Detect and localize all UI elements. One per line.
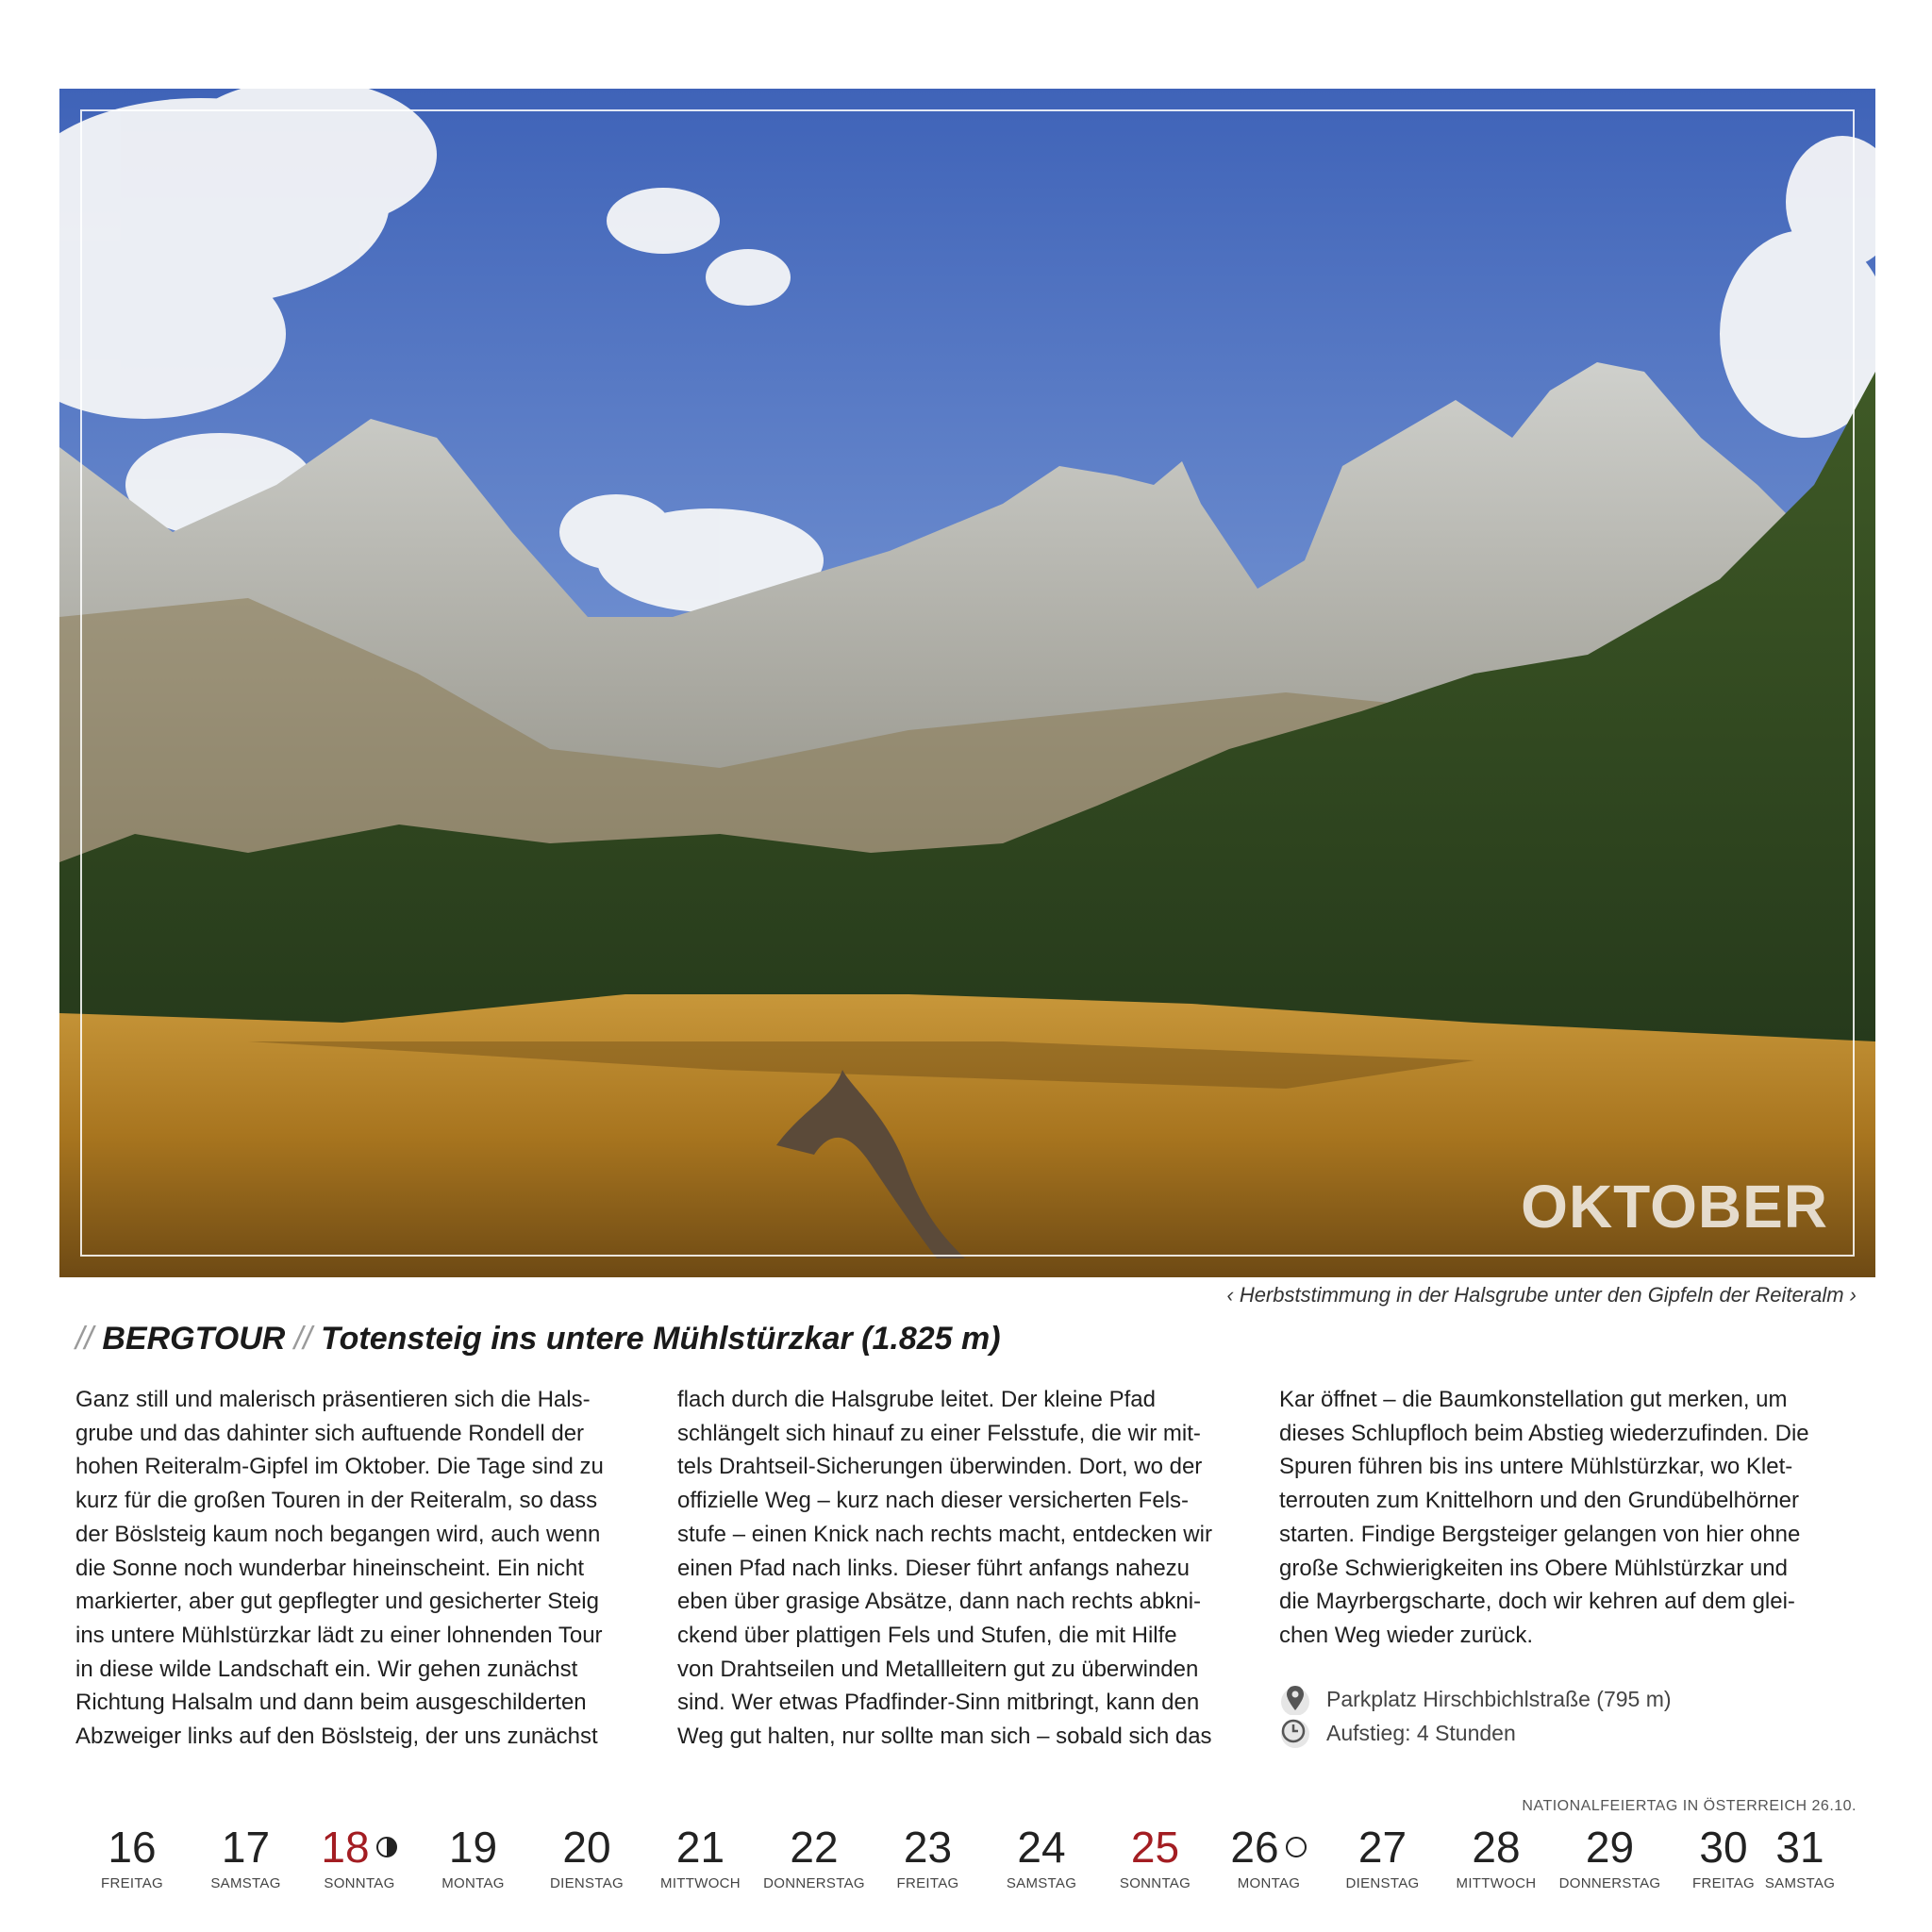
- heading-title: Totensteig ins untere Mühlstürzkar (1.825 m): [321, 1321, 1001, 1357]
- day-number: 30: [1699, 1823, 1748, 1872]
- day-number: 18: [321, 1823, 370, 1872]
- text-line: große Schwierigkeiten ins Obere Mühlstürzkar und: [1279, 1555, 1788, 1581]
- text-line: der Böslsteig kaum noch begangen wird, auch wenn: [75, 1521, 601, 1547]
- text-line: flach durch die Halsgrube leitet. Der kleine Pfad: [677, 1387, 1156, 1412]
- calendar-day: [530, 1821, 643, 1891]
- day-number: 27: [1357, 1823, 1407, 1872]
- photo-caption: ‹ Herbststimmung in der Halsgrube unter den Gipfeln der Reiteralm ›: [1226, 1283, 1857, 1307]
- day-weekday: MONTAG: [1237, 1875, 1301, 1891]
- calendar-day: [644, 1821, 758, 1891]
- calendar-day: [1554, 1821, 1667, 1891]
- text-line: Richtung Halsalm und dann beim ausgeschilderten: [75, 1690, 587, 1716]
- text-line: tels Drahtseil-Sicherungen überwinden. Dort, wo der: [677, 1454, 1203, 1480]
- day-number: 23: [903, 1823, 953, 1872]
- location-pin-icon: [1279, 1683, 1311, 1715]
- text-line: von Drahtseilen und Metallleitern gut zu überwinden: [677, 1656, 1199, 1682]
- heading-category: BERGTOUR: [102, 1321, 286, 1357]
- day-number: 24: [1017, 1823, 1066, 1872]
- text-line: kurz für die großen Touren in der Reiteralm, so dass: [75, 1488, 598, 1514]
- calendar-day: [1743, 1821, 1857, 1891]
- text-line: die Mayrbergscharte, doch wir kehren auf dem glei-: [1279, 1589, 1795, 1615]
- text-line: in diese wilde Landschaft ein. Wir gehen zunächst: [75, 1656, 578, 1682]
- landscape-photo: [59, 89, 1875, 1277]
- month-label: OKTOBER: [1521, 1173, 1828, 1241]
- calendar-day: [1099, 1821, 1212, 1891]
- half-moon-icon: [375, 1836, 398, 1858]
- text-line: terrouten zum Knittelhorn und den Grundübelhörner: [1279, 1488, 1800, 1514]
- holiday-note: NATIONALFEIERTAG IN ÖSTERREICH 26.10.: [1522, 1798, 1857, 1814]
- day-number-wrapper: [1212, 1821, 1325, 1874]
- text-line: chen Weg wieder zurück.: [1279, 1622, 1534, 1648]
- day-weekday: DONNERSTAG: [1558, 1875, 1661, 1891]
- text-line: starten. Findige Bergsteiger gelangen von hier ohne: [1279, 1521, 1801, 1547]
- text-line: einen Pfad nach links. Dieser führt anfangs nahezu: [677, 1555, 1191, 1581]
- text-line: Spuren führen bis ins untere Mühlstürzkar, wo Klet-: [1279, 1454, 1793, 1480]
- heading-slashes: //: [293, 1321, 312, 1357]
- day-weekday: DIENSTAG: [550, 1875, 624, 1891]
- body-column-1: [75, 1383, 641, 1754]
- full-moon-icon: [1285, 1836, 1307, 1858]
- calendar-day: [985, 1821, 1098, 1891]
- text-line: ckend über plattigen Fels und Stufen, die mit Hilfe: [677, 1622, 1177, 1648]
- day-number: 25: [1130, 1823, 1180, 1872]
- day-weekday: MONTAG: [441, 1875, 505, 1891]
- text-line: sind. Wer etwas Pfadfinder-Sinn mitbringt, kann den: [677, 1690, 1200, 1716]
- calendar-day: [303, 1821, 416, 1891]
- mountain-meadow-illustration: [59, 89, 1875, 1277]
- text-line: offizielle Weg – kurz nach dieser versicherten Fels-: [677, 1488, 1190, 1514]
- day-weekday: MITTWOCH: [1456, 1875, 1537, 1891]
- day-weekday: MITTWOCH: [660, 1875, 741, 1891]
- clock-icon: [1279, 1717, 1311, 1749]
- heading-slashes: //: [75, 1321, 93, 1357]
- text-line: eben über grasige Absätze, dann nach rechts abkni-: [677, 1589, 1202, 1615]
- duration-info: [1279, 1717, 1845, 1749]
- day-number: 31: [1775, 1823, 1824, 1872]
- day-number: 29: [1585, 1823, 1635, 1872]
- day-weekday: FREITAG: [1692, 1875, 1755, 1891]
- text-line: schlängelt sich hinauf zu einer Felsstufe, die wir mit-: [677, 1420, 1201, 1446]
- parking-info: [1279, 1683, 1845, 1715]
- calendar-day: [872, 1821, 985, 1891]
- text-line: Weg gut halten, nur sollte man sich – sobald sich das: [677, 1724, 1212, 1750]
- text-line: Abzweiger links auf den Böslsteig, der uns zunächst: [75, 1724, 598, 1750]
- text-line: stufe – einen Knick nach rechts macht, entdecken wir: [677, 1521, 1212, 1547]
- body-column-3: [1279, 1383, 1845, 1653]
- text-line: grube und das dahinter sich auftuende Rondell der: [75, 1420, 585, 1446]
- calendar-day: [1212, 1821, 1325, 1891]
- day-number: 22: [790, 1823, 839, 1872]
- calendar-day: [1440, 1821, 1553, 1891]
- duration-text: Aufstieg: 4 Stunden: [1326, 1720, 1516, 1745]
- tour-heading: [75, 1321, 1001, 1357]
- calendar-day: [75, 1821, 189, 1891]
- day-number: 21: [675, 1823, 725, 1872]
- calendar-day: [1326, 1821, 1440, 1891]
- day-number: 26: [1230, 1823, 1279, 1872]
- day-weekday: SONNTAG: [1119, 1875, 1191, 1891]
- day-weekday: SAMSTAG: [1006, 1875, 1077, 1891]
- day-weekday: SAMSTAG: [1764, 1875, 1836, 1891]
- day-weekday: FREITAG: [101, 1875, 163, 1891]
- day-number: 17: [221, 1823, 271, 1872]
- parking-text: Parkplatz Hirschbichlstraße (795 m): [1326, 1686, 1672, 1711]
- text-line: Ganz still und malerisch präsentieren sich die Hals-: [75, 1387, 591, 1412]
- day-weekday: SONNTAG: [324, 1875, 395, 1891]
- calendar-day: [758, 1821, 871, 1891]
- day-weekday: FREITAG: [896, 1875, 959, 1891]
- text-line: ins untere Mühlstürzkar lädt zu einer lohnenden Tour: [75, 1622, 603, 1648]
- text-line: markierter, aber gut gepflegter und gesicherter Steig: [75, 1589, 599, 1615]
- day-number: 19: [448, 1823, 498, 1872]
- text-line: Kar öffnet – die Baumkonstellation gut merken, um: [1279, 1387, 1788, 1412]
- day-weekday: DONNERSTAG: [763, 1875, 865, 1891]
- calendar-strip: [75, 1821, 1857, 1906]
- day-weekday: SAMSTAG: [210, 1875, 281, 1891]
- day-number: 20: [562, 1823, 611, 1872]
- text-line: dieses Schlupfloch beim Abstieg wiederzufinden. Die: [1279, 1420, 1809, 1446]
- text-line: hohen Reiteralm-Gipfel im Oktober. Die Tage sind zu: [75, 1454, 604, 1480]
- day-number: 28: [1472, 1823, 1521, 1872]
- calendar-day: [190, 1821, 303, 1891]
- body-column-2: [677, 1383, 1243, 1754]
- calendar-day: [417, 1821, 530, 1891]
- day-weekday: DIENSTAG: [1345, 1875, 1420, 1891]
- day-number-sunday: [303, 1821, 416, 1874]
- text-line: die Sonne noch wunderbar hineinscheint. Ein nicht: [75, 1555, 585, 1581]
- day-number: 16: [108, 1823, 157, 1872]
